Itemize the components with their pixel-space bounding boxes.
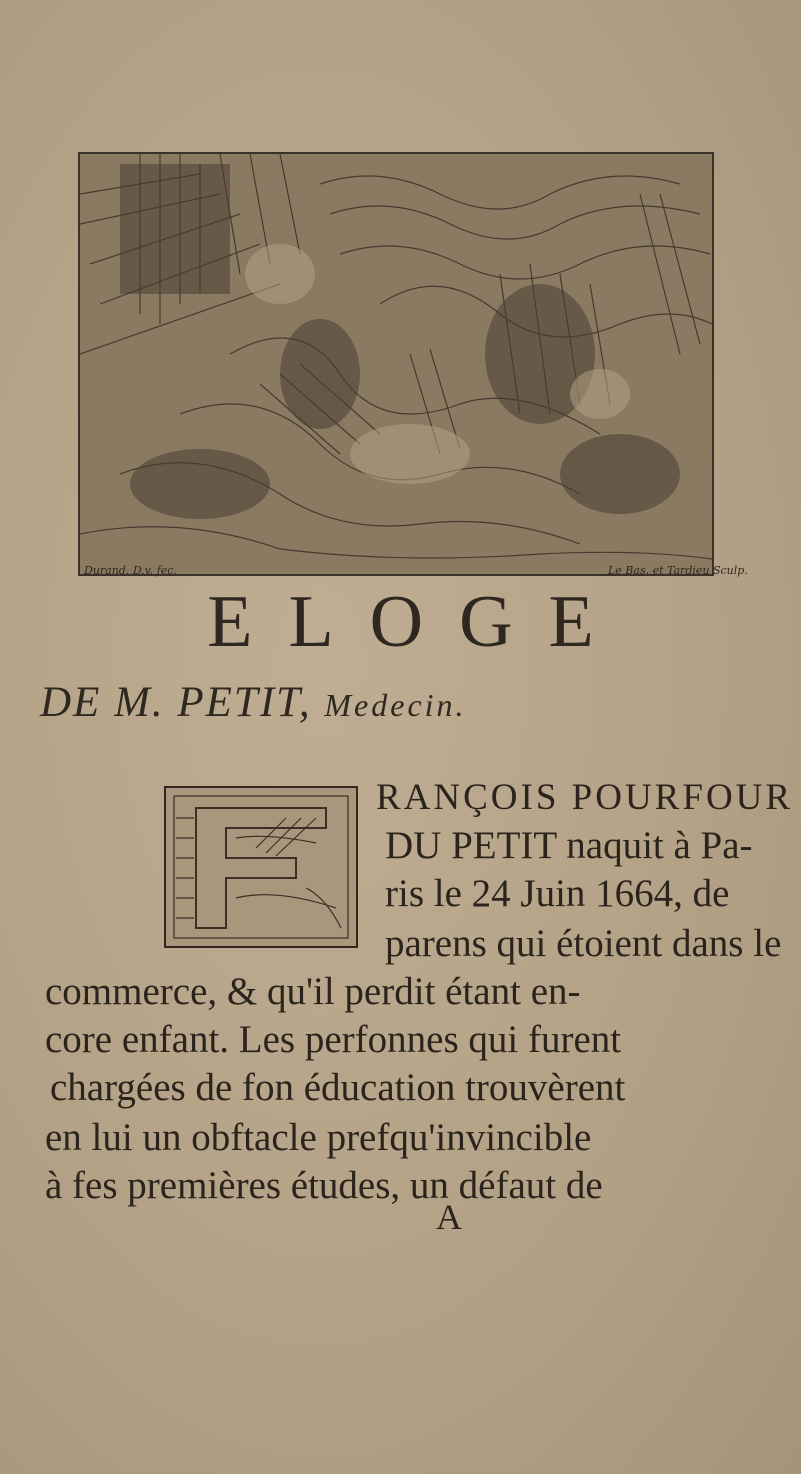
text-line-5: commerce, & qu'il perdit étant en-: [45, 970, 581, 1013]
signature-mark: A: [436, 1197, 462, 1237]
text-line-7: chargées de fon éducation trouvèrent: [50, 1066, 626, 1109]
engraver-credit-right: Le Bas. et Tardieu Sculp.: [608, 564, 748, 577]
text-line-9: à fes premières études, un défaut de: [45, 1164, 603, 1207]
text-line-8: en lui un obftacle prefqu'invincible: [45, 1116, 592, 1159]
text-line-1: RANÇOIS POURFOUR: [376, 777, 794, 818]
engraver-credit-left: Durand. D.v. fec.: [84, 564, 177, 577]
page-subtitle: [40, 678, 770, 730]
text-line-3: ris le 24 Juin 1664, de: [385, 872, 730, 915]
ornamental-initial: [164, 786, 358, 948]
text-line-2: DU PETIT naquit à Pa-: [385, 824, 753, 867]
text-line-4: parens qui étoient dans le: [385, 922, 782, 965]
subtitle-tail: Medecin.: [324, 687, 467, 723]
engraving-vignette: [78, 152, 714, 576]
page-title: ELOGE: [207, 581, 630, 663]
text-line-6: core enfant. Les perfonnes qui furent: [45, 1018, 622, 1061]
subtitle-main: DE M. PETIT,: [40, 679, 312, 726]
